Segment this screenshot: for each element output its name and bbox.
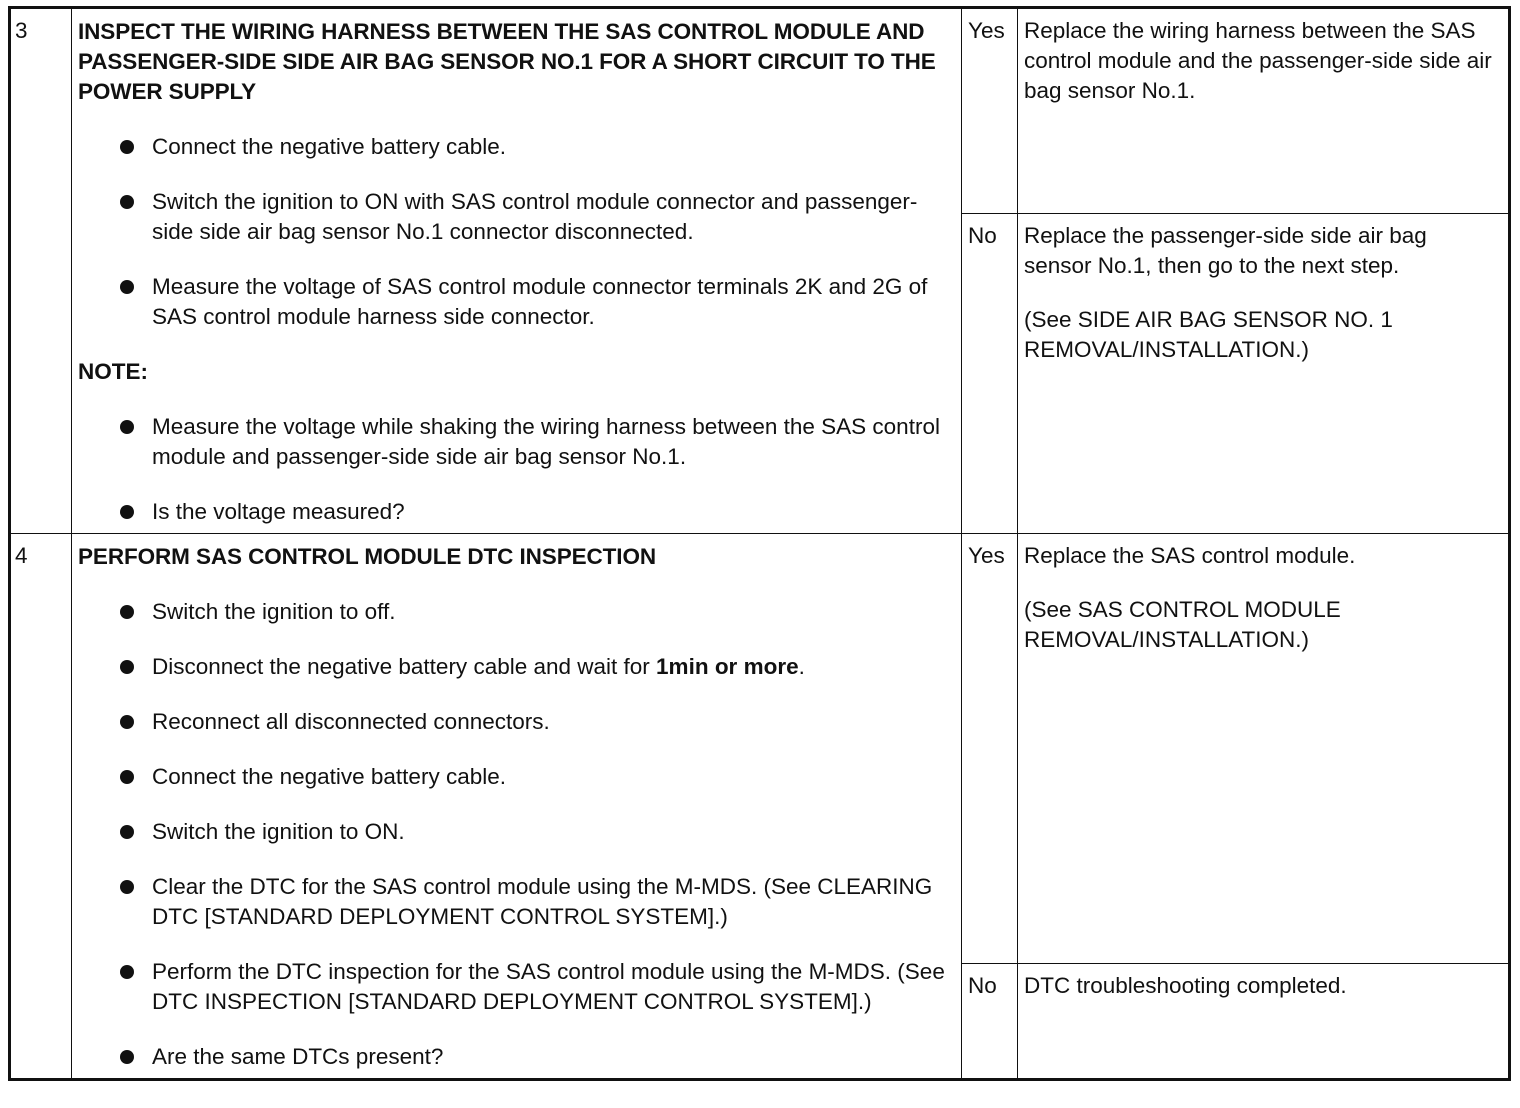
step-3-note-list [78,412,953,527]
list-item: Measure the voltage while shaking the wiring harness between the SAS control module and passenger-side side air bag sensor No.1. [78,412,953,472]
list-item: Switch the ignition to ON. [78,817,953,847]
list-item: Is the voltage measured? [78,497,953,527]
list-item: Switch the ignition to ON with SAS control module connector and passenger-side side air bag sensor No.1 connector disconnected. [78,187,953,247]
list-item: Perform the DTC inspection for the SAS control module using the M-MDS. (See DTC INSPECTION [STANDARD DEPLOYMENT CONTROL SYSTEM].) [78,957,953,1017]
bullet-icon [120,660,134,674]
list-item: Are the same DTCs present? [78,1042,953,1072]
list-item: Switch the ignition to off. [78,597,953,627]
list-item: Clear the DTC for the SAS control module using the M-MDS. (See CLEARING DTC [STANDARD DEPLOYMENT CONTROL SYSTEM].) [78,872,953,932]
bullet-icon [120,1050,134,1064]
bullet-icon [120,195,134,209]
bullet-icon [120,770,134,784]
list-item: Connect the negative battery cable. [78,762,953,792]
yes-result: Replace the SAS control module. (See SAS CONTROL MODULE REMOVAL/INSTALLATION.) [1018,534,1510,964]
step-3-action-cell [72,8,962,534]
bullet-icon [120,505,134,519]
bullet-icon [120,965,134,979]
troubleshooting-table [8,6,1511,1081]
step-4-bullet-list [78,597,953,1072]
step-3-bullet-list [78,132,953,332]
note-label: NOTE: [78,359,148,384]
step-4-action-cell [72,534,962,1080]
list-item: Connect the negative battery cable. [78,132,953,162]
step-number: 4 [10,534,72,1080]
yes-result: Replace the wiring harness between the SAS control module and the passenger-side side air bag sensor No.1. [1018,8,1510,214]
no-result: Replace the passenger-side side air bag sensor No.1, then go to the next step. (See SIDE AIR BAG SENSOR NO. 1 REMOVAL/INSTALLATION.) [1018,214,1510,534]
step-4-heading: PERFORM SAS CONTROL MODULE DTC INSPECTION [78,544,656,569]
list-item: Disconnect the negative battery cable and wait for 1min or more. [78,652,953,682]
list-item: Measure the voltage of SAS control module connector terminals 2K and 2G of SAS control module harness side connector. [78,272,953,332]
bullet-icon [120,715,134,729]
list-item: Reconnect all disconnected connectors. [78,707,953,737]
no-result: DTC troubleshooting completed. [1018,964,1510,1080]
yes-label: Yes [962,8,1018,214]
bullet-icon [120,825,134,839]
step-3-yes-row [10,8,1510,214]
yes-label: Yes [962,534,1018,964]
bullet-icon [120,140,134,154]
step-3-heading: INSPECT THE WIRING HARNESS BETWEEN THE SAS CONTROL MODULE AND PASSENGER-SIDE SIDE AIR BAG SENSOR NO.1 FOR A SHORT CIRCUIT TO THE POWER SUPPLY [78,19,936,104]
no-label: No [962,964,1018,1080]
bullet-icon [120,280,134,294]
bullet-icon [120,420,134,434]
no-label: No [962,214,1018,534]
step-4-yes-row [10,534,1510,964]
bullet-icon [120,880,134,894]
step-number: 3 [10,8,72,534]
bullet-icon [120,605,134,619]
